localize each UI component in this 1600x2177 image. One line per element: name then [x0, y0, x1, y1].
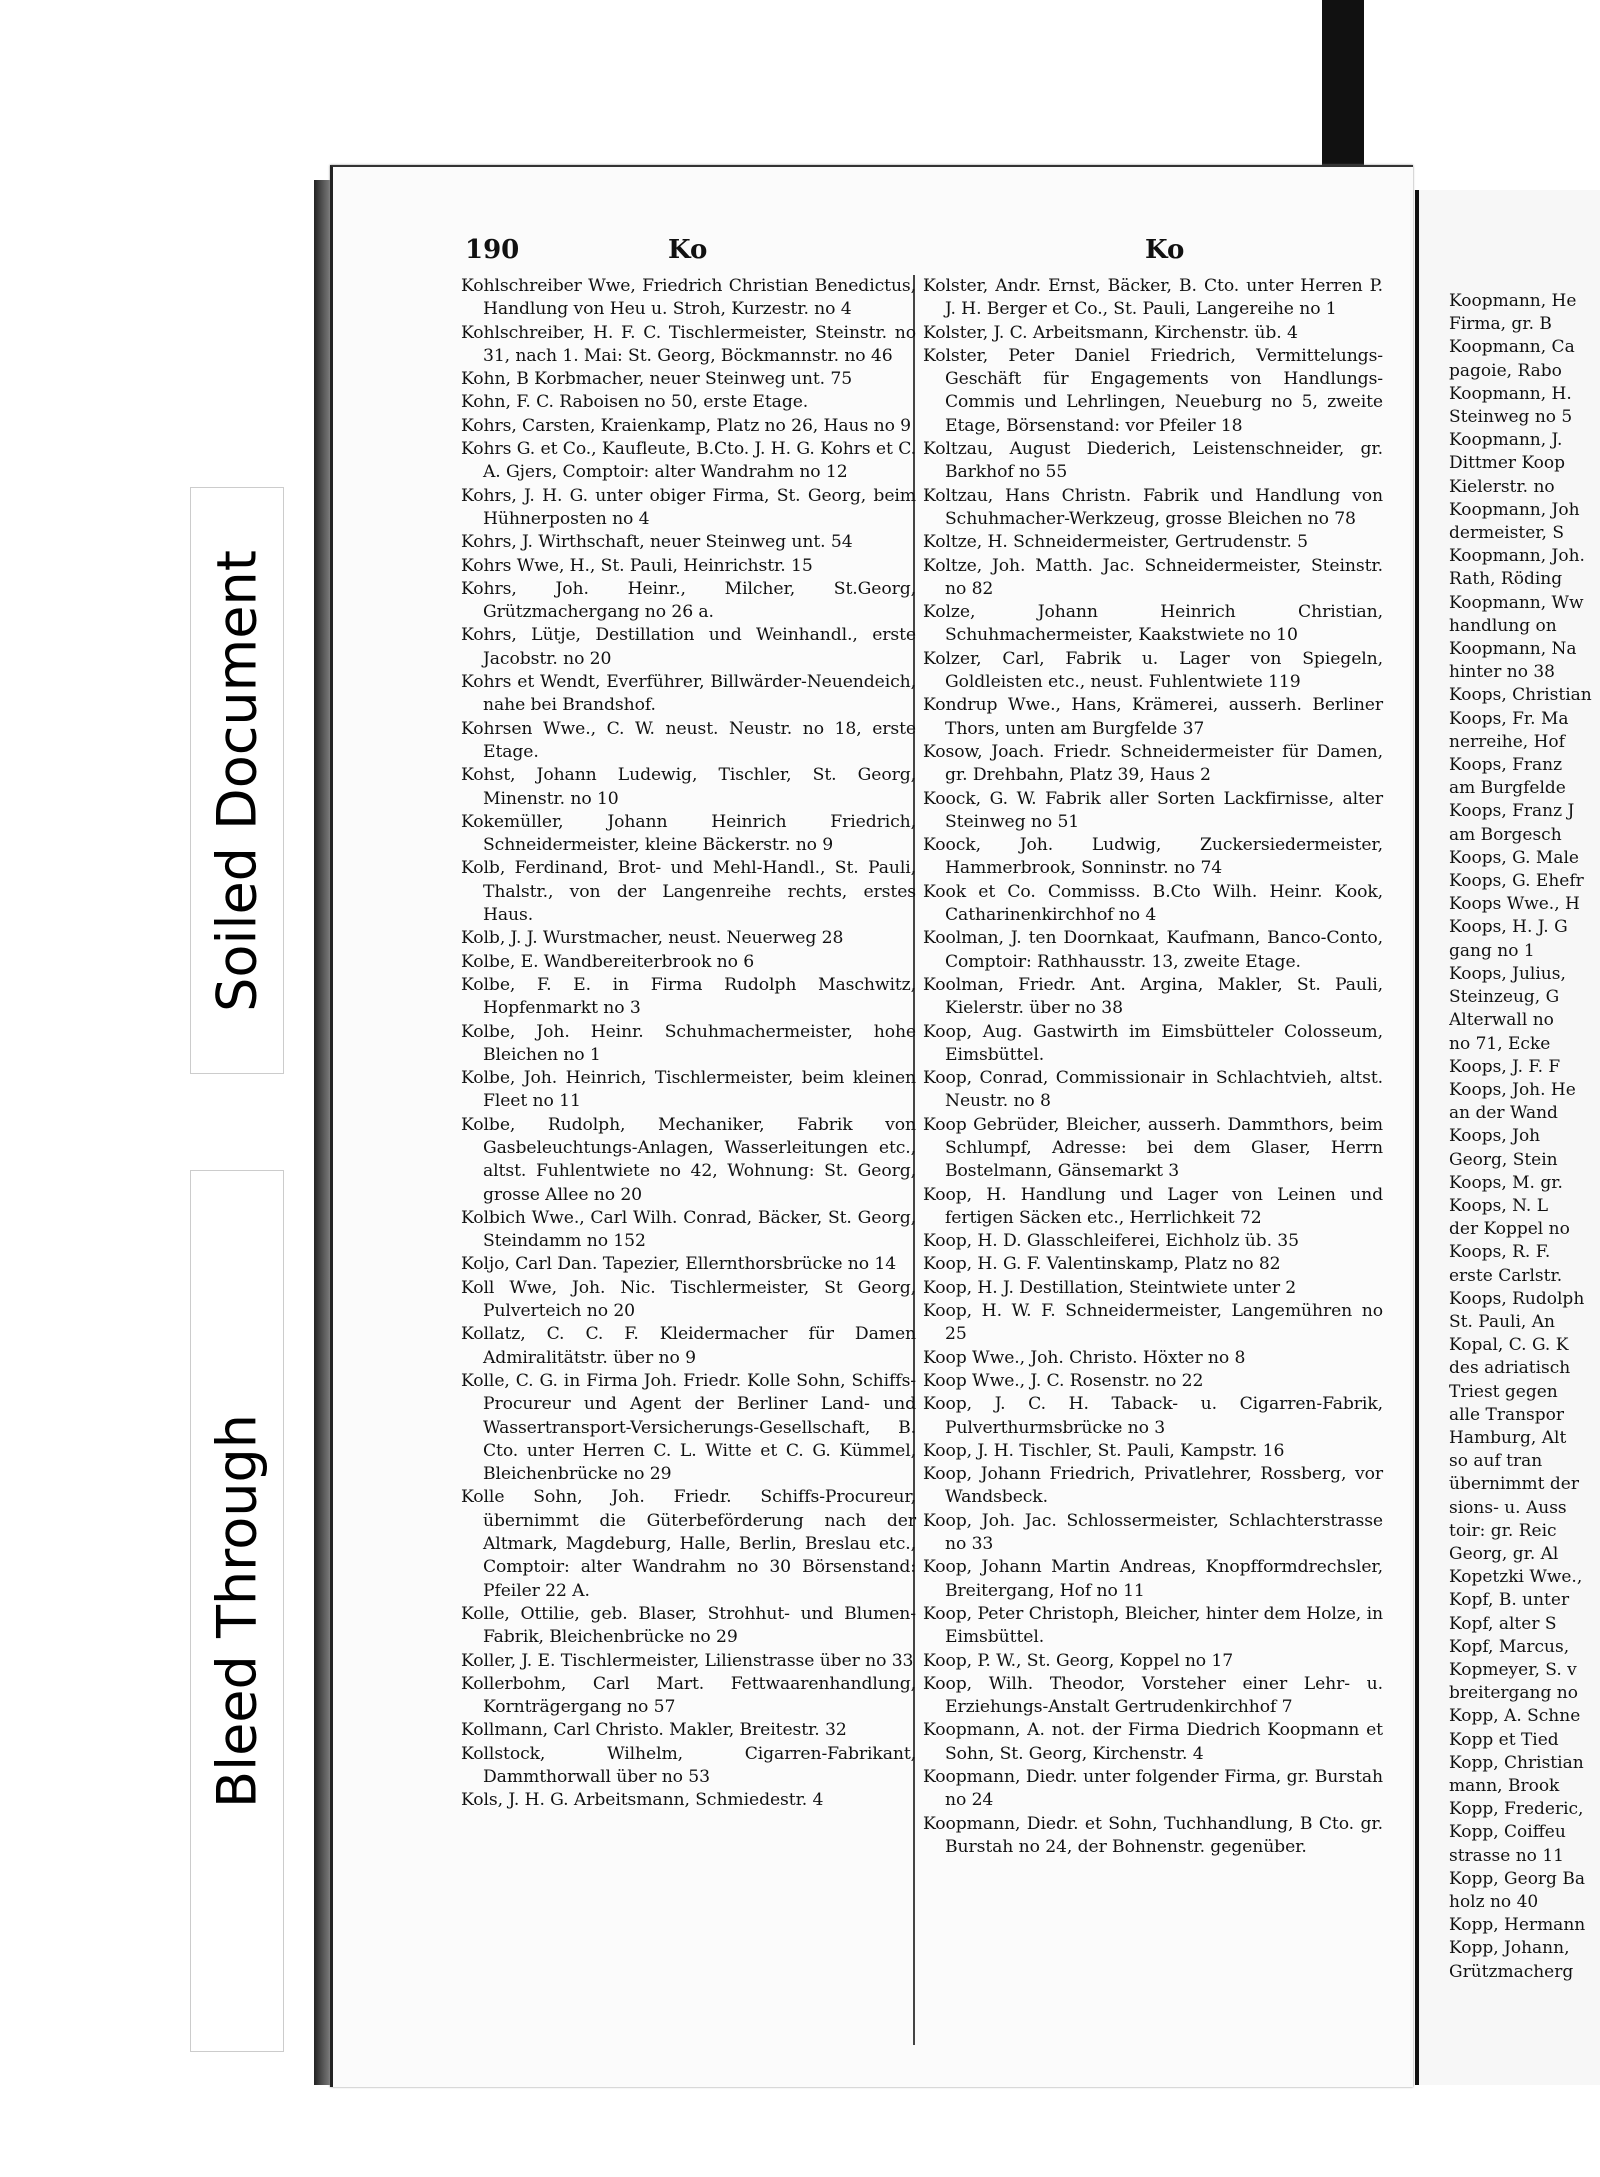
directory-entry: Kohn, B Korbmacher, neuer Steinweg unt. 75 [461, 369, 853, 390]
header-left: Ko [668, 235, 708, 265]
directory-entry: Kolbich Wwe., Carl Wilh. Conrad, Bäcker, St. Georg, Steindamm no 152 [461, 1207, 916, 1252]
directory-entry: Kolzer, Carl, Fabrik u. Lager von Spiegeln, Goldleisten etc., neust. Fuhlentwiete 119 [923, 648, 1383, 693]
directory-entry: Koop, H. D. Glasschleiferei, Eichholz üb. 35 [923, 1231, 1299, 1252]
directory-entry: des adriatisch [1449, 1358, 1571, 1379]
directory-entry: Kollerbohm, Carl Mart. Fettwaarenhandlung, Kornträgergang no 57 [461, 1673, 916, 1718]
directory-entry: Koops, H. J. G [1449, 917, 1568, 938]
directory-entry: Kohrs, Lütje, Destillation und Weinhandl., erste Jacobstr. no 20 [461, 625, 916, 669]
directory-entry: mann, Brook [1449, 1776, 1560, 1796]
directory-entry: Kollmann, Carl Christo. Makler, Breitestr. 32 [461, 1720, 847, 1741]
directory-entry: Kook et Co. Commisss. B.Cto Wilh. Heinr. Kook, Catharinenkirchhof no 4 [923, 881, 1383, 926]
directory-entry: Kolbe, Rudolph, Mechaniker, Fabrik von Gasbeleuchtungs-Anlagen, Wasserleitungen etc., altst. Fuhlentwiete no 42, Wohnung: St. Georg, grosse Allee no 20 [461, 1114, 916, 1205]
soiled-document-label [190, 487, 284, 1074]
directory-entry: Hamburg, Alt [1449, 1427, 1567, 1448]
directory-entry: Koop, J. C. H. Taback- u. Cigarren-Fabrik, Pulverthurmsbrücke no 3 [923, 1394, 1383, 1438]
directory-entry: Koops, Franz [1449, 755, 1563, 776]
directory-entry: Koops, Fr. Ma [1449, 708, 1569, 729]
directory-entry: Kondrup Wwe., Hans, Krämerei, ausserh. Berliner Thors, unten am Burgfelde 37 [923, 695, 1383, 739]
header-right: Ko [1145, 235, 1185, 265]
directory-entry: Kohrs et Wendt, Everführer, Billwärder-Neuendeich, nahe bei Brandshof. [461, 672, 916, 716]
directory-entry: pagoie, Rabo [1449, 360, 1562, 381]
directory-entry: toir: gr. Reic [1449, 1520, 1557, 1541]
directory-entry: handlung on [1449, 615, 1557, 636]
directory-entry: St. Pauli, An [1449, 1311, 1555, 1332]
directory-entry: Kolster, Peter Daniel Friedrich, Vermittelungs-Geschäft für Engagements von Handlungs-Commis und Lehrlingen, Neueburg no 5, zweite Etage, Börsenstand: vor Pfeiler 18 [923, 345, 1383, 436]
directory-entry: Koop Wwe., J. C. Rosenstr. no 22 [923, 1370, 1204, 1391]
directory-entry: holz no 40 [1449, 1892, 1539, 1913]
directory-entry: Kopp, A. Schne [1449, 1706, 1581, 1727]
directory-entry: Kopp et Tied [1449, 1729, 1559, 1750]
directory-entry: Firma, gr. B [1449, 314, 1552, 335]
directory-entry: Georg, gr. Al [1449, 1543, 1559, 1564]
directory-entry: Kohn, F. C. Raboisen no 50, erste Etage. [461, 392, 809, 413]
left-column [461, 275, 916, 1813]
directory-entry: Koop, P. W., St. Georg, Koppel no 17 [923, 1650, 1234, 1671]
directory-entry: Koops, R. F. [1449, 1242, 1551, 1263]
directory-entry: Koock, G. W. Fabrik aller Sorten Lackfirnisse, alter Steinweg no 51 [923, 788, 1383, 832]
directory-entry: Koops Wwe., H [1449, 894, 1580, 915]
directory-entry: Rath, Röding [1449, 569, 1563, 590]
directory-entry: Koop, Peter Christoph, Bleicher, hinter dem Holze, in Eimsbüttel. [923, 1603, 1383, 1648]
directory-entry: Kopf, alter S [1449, 1613, 1557, 1634]
directory-entry: Kollatz, C. C. F. Kleidermacher für Damen Admiralitätstr. über no 9 [461, 1324, 916, 1368]
directory-entry: Kolb, J. J. Wurstmacher, neust. Neuerweg 28 [461, 928, 844, 949]
directory-entry: Koop, H. Handlung und Lager von Leinen und fertigen Säcken etc., Herrlichkeit 72 [923, 1184, 1383, 1228]
directory-entry: Koopmann, Ww [1449, 592, 1584, 613]
directory-entry: Koop, Conrad, Commissionair in Schlachtvieh, altst. Neustr. no 8 [923, 1068, 1383, 1112]
directory-entry: Koop, Johann Friedrich, Privatlehrer, Rossberg, vor Wandsbeck. [923, 1464, 1383, 1508]
directory-entry: Koop Wwe., Joh. Christo. Höxter no 8 [923, 1347, 1246, 1368]
directory-entry: Kolze, Johann Heinrich Christian, Schuhmachermeister, Kaakstwiete no 10 [923, 602, 1383, 646]
bleed-through-label [190, 1170, 284, 2052]
directory-entry: Koop, J. H. Tischler, St. Pauli, Kampstr. 16 [923, 1440, 1285, 1461]
directory-entry: Koljo, Carl Dan. Tapezier, Ellernthorsbrücke no 14 [461, 1254, 897, 1275]
directory-entry: Kopp, Frederic, [1449, 1799, 1584, 1820]
directory-entry: Koopmann, Joh [1449, 499, 1580, 520]
directory-entry: Kohst, Johann Ludewig, Tischler, St. Georg, Minenstr. no 10 [461, 765, 916, 809]
directory-entry: Kopp, Johann, [1449, 1938, 1570, 1959]
directory-entry: Steinweg no 5 [1449, 407, 1573, 428]
directory-entry: Kols, J. H. G. Arbeitsmann, Schmiedestr. 4 [461, 1790, 824, 1811]
directory-entry: Georg, Stein [1449, 1149, 1558, 1170]
directory-entry: Kopf, B. unter [1449, 1590, 1570, 1611]
directory-entry: Koop, Aug. Gastwirth im Eimsbütteler Colosseum, Eimsbüttel. [923, 1021, 1383, 1065]
directory-entry: hinter no 38 [1449, 662, 1555, 683]
directory-entry: Koltzau, Hans Christn. Fabrik und Handlung von Schuhmacher-Werkzeug, grosse Bleichen no 78 [923, 485, 1383, 529]
directory-entry: Koltze, H. Schneidermeister, Gertrudenstr. 5 [923, 532, 1308, 553]
directory-entry: Kolle Sohn, Joh. Friedr. Schiffs-Procureur, übernimmt die Güterbeförderung nach der Altmark, Magdeburg, Halle, Berlin, Breslau etc., Comptoir: alter Wandrahm no 30 Börsenstand: Pfeiler 22 A. [461, 1487, 916, 1601]
directory-entry: Koops, G. Ehefr [1449, 871, 1584, 892]
directory-entry: Koopmann, Na [1449, 639, 1577, 660]
directory-entry: Kielerstr. no [1449, 476, 1555, 497]
directory-entry: Koltzau, August Diederich, Leistenschneider, gr. Barkhof no 55 [923, 439, 1383, 483]
directory-entry: Kopal, C. G. K [1449, 1335, 1569, 1356]
directory-entry: Koller, J. E. Tischlermeister, Lilienstrasse über no 33 [461, 1650, 914, 1671]
directory-entry: Triest gegen [1449, 1381, 1558, 1402]
directory-entry: der Koppel no [1449, 1219, 1570, 1240]
directory-entry: Kosow, Joach. Friedr. Schneidermeister für Damen, gr. Drehbahn, Platz 39, Haus 2 [923, 741, 1383, 786]
directory-entry: erste Carlstr. [1449, 1265, 1563, 1286]
directory-entry: Kohrs, J. H. G. unter obiger Firma, St. Georg, beim Hühnerposten no 4 [461, 485, 916, 529]
directory-entry: Kohlschreiber, H. F. C. Tischlermeister, Steinstr. no 31, nach 1. Mai: St. Georg, Böckmannstr. no 46 [461, 322, 916, 366]
directory-entry: Koops, Franz J [1449, 801, 1575, 822]
directory-entry: Koltze, Joh. Matth. Jac. Schneidermeister, Steinstr. no 82 [923, 555, 1383, 599]
directory-entry: Grützmacherg [1449, 1961, 1574, 1982]
directory-entry: übernimmt der [1449, 1474, 1579, 1495]
directory-entry: Koops, M. gr. [1449, 1172, 1563, 1193]
directory-entry: Koop, Johann Martin Andreas, Knopfformdrechsler, Breitergang, Hof no 11 [923, 1557, 1383, 1601]
directory-entry: am Burgfelde [1449, 778, 1566, 799]
directory-entry: Dittmer Koop [1449, 453, 1566, 474]
directory-entry: am Borgesch [1449, 824, 1562, 845]
directory-entry: sions- u. Auss [1449, 1497, 1567, 1518]
directory-entry: Kopmeyer, S. v [1449, 1659, 1577, 1680]
directory-entry: Koop, H. G. F. Valentinskamp, Platz no 82 [923, 1254, 1281, 1275]
directory-entry: Kohrs, Carsten, Kraienkamp, Platz no 26, Haus no 9 [461, 415, 912, 436]
directory-entry: strasse no 11 [1449, 1845, 1564, 1866]
directory-entry: Koopmann, A. not. der Firma Diedrich Koopmann et Sohn, St. Georg, Kirchenstr. 4 [923, 1720, 1383, 1764]
directory-entry: Koock, Joh. Ludwig, Zuckersiedermeister, Hammerbrook, Sonninstr. no 74 [923, 835, 1383, 879]
directory-entry: Koop, H. W. F. Schneidermeister, Langemühren no 25 [923, 1301, 1383, 1345]
directory-entry: Koop Gebrüder, Bleicher, ausserh. Dammthors, beim Schlumpf, Adresse: bei dem Glaser, Herrn Bostelmann, Gänsemarkt 3 [923, 1114, 1383, 1182]
main-page [330, 165, 1413, 2087]
directory-entry: Kohrs Wwe, H., St. Pauli, Heinrichstr. 15 [461, 555, 813, 576]
directory-entry: so auf tran [1449, 1451, 1543, 1472]
directory-entry: Kohrs G. et Co., Kaufleute, B.Cto. J. H. G. Kohrs et C. A. Gjers, Comptoir: alter Wandrahm no 12 [461, 439, 916, 483]
directory-entry: Koops, Joh. He [1449, 1079, 1576, 1100]
directory-entry: Koll Wwe, Joh. Nic. Tischlermeister, St Georg, Pulverteich no 20 [461, 1277, 916, 1322]
directory-entry: Kohrs, J. Wirthschaft, neuer Steinweg unt. 54 [461, 532, 853, 553]
directory-entry: Kohrsen Wwe., C. W. neust. Neustr. no 18, erste Etage. [461, 718, 916, 762]
directory-entry: Kolbe, F. E. in Firma Rudolph Maschwitz, Hopfenmarkt no 3 [461, 974, 916, 1019]
directory-entry: breitergang no [1449, 1683, 1578, 1704]
directory-entry: Koop, Joh. Jac. Schlossermeister, Schlachterstrasse no 33 [923, 1510, 1383, 1555]
directory-entry: Koops, Rudolph [1449, 1288, 1585, 1309]
directory-entry: Koopmann, Diedr. et Sohn, Tuchhandlung, B Cto. gr. Burstah no 24, der Bohnenstr. gegenüber. [923, 1813, 1383, 1857]
directory-entry: Koopmann, Ca [1449, 337, 1575, 358]
page-number: 190 [465, 235, 520, 265]
directory-entry: Kolb, Ferdinand, Brot- und Mehl-Handl., St. Pauli, Thalstr., von der Langenreihe rechts, erstes Haus. [461, 858, 916, 926]
directory-entry: Kokemüller, Johann Heinrich Friedrich, Schneidermeister, kleine Bäckerstr. no 9 [461, 811, 916, 856]
directory-entry: Kolbe, Joh. Heinr. Schuhmachermeister, hohe Bleichen no 1 [461, 1021, 916, 1065]
adjacent-page [1415, 190, 1600, 2085]
directory-entry: Kolbe, E. Wandbereiterbrook no 6 [461, 951, 755, 972]
directory-entry: Koopmann, He [1449, 291, 1577, 311]
directory-entry: Koopmann, H. [1449, 383, 1572, 404]
right-column [923, 275, 1383, 1859]
directory-entry: Koolman, Friedr. Ant. Argina, Makler, St. Pauli, Kielerstr. über no 38 [923, 974, 1383, 1019]
directory-entry: Kolle, C. G. in Firma Joh. Friedr. Kolle Sohn, Schiffs-Procureur und Agent der Berliner Land- und Wassertransport-Versicherungs-Gesellschaft, B. Cto. unter Herren C. L. Witte et C. G. Kümmel, Bleichenbrücke no 29 [461, 1370, 916, 1485]
directory-entry: Koops, J. F. F [1449, 1056, 1561, 1077]
directory-entry: Koops, G. Male [1449, 847, 1579, 868]
bleed-through-label-text: Bleed Through [205, 1414, 269, 1808]
directory-entry: Alterwall no [1449, 1010, 1554, 1031]
directory-entry: Kolle, Ottilie, geb. Blaser, Strohhut- und Blumen-Fabrik, Bleichenbrücke no 29 [461, 1603, 916, 1648]
directory-entry: Koopmann, Joh. [1449, 546, 1585, 567]
directory-entry: Kolster, Andr. Ernst, Bäcker, B. Cto. unter Herren P. J. H. Berger et Co., St. Pauli, Langereihe no 1 [923, 276, 1383, 320]
directory-entry: Koop, Wilh. Theodor, Vorsteher einer Lehr- u. Erziehungs-Anstalt Gertrudenkirchhof 7 [923, 1673, 1383, 1718]
directory-entry: Koops, Joh [1449, 1126, 1541, 1147]
directory-entry: Koops, N. L [1449, 1195, 1549, 1216]
directory-entry: an der Wand [1449, 1103, 1558, 1124]
directory-entry: Kopp, Coiffeu [1449, 1822, 1566, 1843]
adjacent-page-column [1449, 290, 1600, 1984]
directory-entry: Kopp, Christian [1449, 1752, 1584, 1773]
directory-entry: Kollstock, Wilhelm, Cigarren-Fabrikant, Dammthorwall über no 53 [461, 1743, 916, 1787]
directory-entry: nerreihe, Hof [1449, 731, 1565, 752]
directory-entry: Koolman, J. ten Doornkaat, Kaufmann, Banco-Conto, Comptoir: Rathhausstr. 13, zweite Etage. [923, 928, 1383, 972]
page-header [333, 235, 1413, 275]
directory-entry: gang no 1 [1449, 940, 1535, 961]
directory-entry: Koops, Julius, [1449, 963, 1566, 984]
directory-entry: alle Transpor [1449, 1404, 1564, 1425]
directory-entry: Kohrs, Joh. Heinr., Milcher, St.Georg, Grützmachergang no 26 a. [461, 578, 916, 623]
directory-entry: Koop, H. J. Destillation, Steintwiete unter 2 [923, 1277, 1297, 1298]
directory-entry: Koops, Christian [1449, 685, 1592, 706]
directory-entry: Kopetzki Wwe., [1449, 1567, 1583, 1588]
directory-entry: Kopf, Marcus, [1449, 1636, 1570, 1657]
directory-entry: Koopmann, J. [1449, 430, 1563, 451]
directory-entry: dermeister, S [1449, 523, 1565, 544]
directory-entry: Kolster, J. C. Arbeitsmann, Kirchenstr. üb. 4 [923, 322, 1298, 343]
directory-entry: Kopp, Hermann [1449, 1915, 1586, 1936]
directory-entry: Koopmann, Diedr. unter folgender Firma, gr. Burstah no 24 [923, 1767, 1383, 1811]
directory-entry: Steinzeug, G [1449, 987, 1560, 1008]
directory-entry: Kohlschreiber Wwe, Friedrich Christian Benedictus, Handlung von Heu u. Stroh, Kurzestr. no 4 [461, 276, 916, 320]
directory-entry: no 71, Ecke [1449, 1033, 1551, 1054]
directory-entry: Kolbe, Joh. Heinrich, Tischlermeister, beim kleinen Fleet no 11 [461, 1068, 916, 1112]
soiled-document-label-text: Soiled Document [205, 549, 269, 1012]
directory-entry: Kopp, Georg Ba [1449, 1868, 1585, 1889]
